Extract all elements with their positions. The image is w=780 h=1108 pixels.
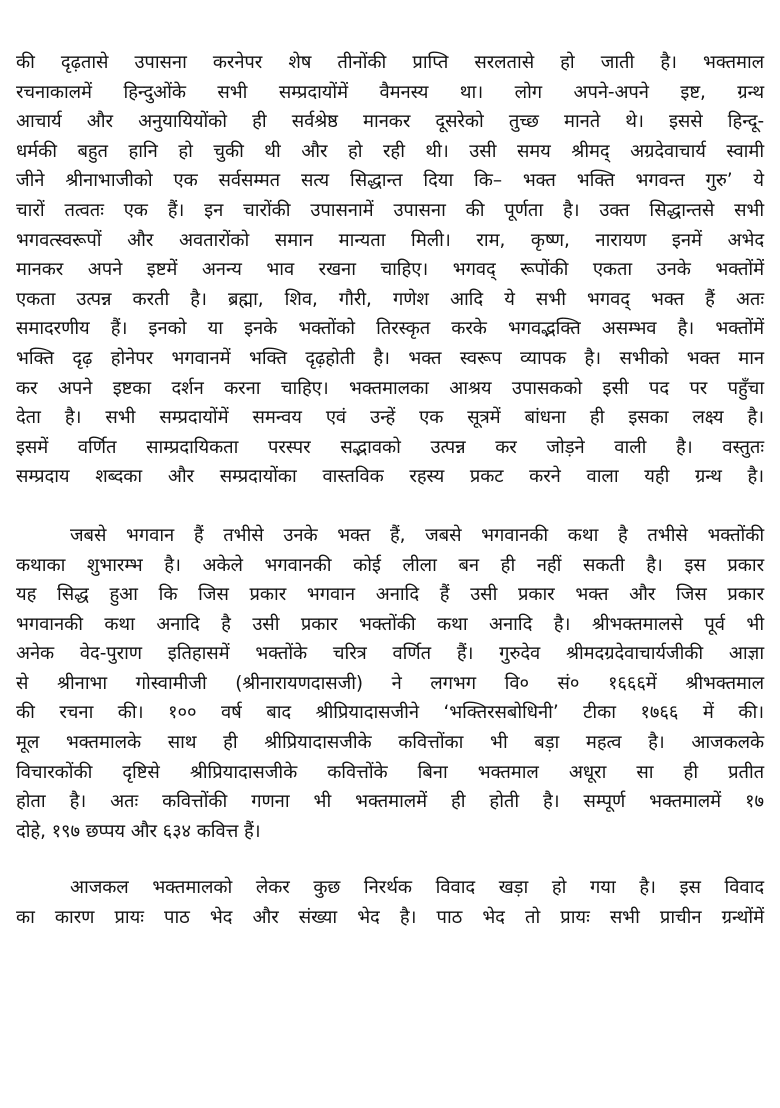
paragraph-controversy (16, 873, 764, 932)
text-line: जबसे भगवान हैं तभीसे उनके भक्त हैं, जबसे भगवानकी कथा है तभीसे भक्तोंकी (70, 524, 764, 546)
text-line: आचार्य और अनुयायियोंको ही सर्वश्रेष्ठ मानकर दूसरेको तुच्छ मानते थे। इससे हिन्दू- (16, 111, 764, 133)
text-line: अनेक वेद-पुराण इतिहासमें भक्तोंके चरित्र वर्णित हैं। गुरुदेव श्रीमदग्रदेवाचार्यजीकी आज्ञा (16, 643, 764, 665)
text-line: चारों तत्वतः एक हैं। इन चारोंकी उपासनामें उपासना की पूर्णता है। उक्त सिद्धान्तसे सभी (16, 199, 764, 221)
text-line: कथाका शुभारम्भ है। अकेले भगवानकी कोई लीला बन ही नहीं सकती है। इस प्रकार (16, 554, 764, 576)
text-line: इसमें वर्णित साम्प्रदायिकता परस्पर सद्भावको उत्पन्न कर जोड़ने वाली है। वस्तुतः (16, 436, 764, 458)
paragraph-spacer (16, 492, 764, 521)
paragraph-sectarian-harmony (16, 48, 764, 492)
paragraph-devotee-history (16, 521, 764, 847)
text-line: से श्रीनाभा गोस्वामीजी (श्रीनारायणदासजी) ने लगभग वि० सं० १६६६में श्रीभक्तमाल (16, 672, 764, 694)
text-line: धर्मकी बहुत हानि हो चुकी थी और हो रही थी। उसी समय श्रीमद् अग्रदेवाचार्य स्वामी (16, 140, 764, 162)
text-line: जीने श्रीनाभाजीको एक सर्वसम्मत सत्य सिद्धान्त दिया कि– भक्त भक्ति भगवन्त गुरु’ ये (16, 170, 764, 192)
text-line: सम्प्रदाय शब्दका और सम्प्रदायोंका वास्तविक रहस्य प्रकट करने वाला यही ग्रन्थ है। (16, 466, 764, 488)
text-line: भगवत्स्वरूपों और अवतारोंको समान मान्यता मिली। राम, कृष्ण, नारायण इनमें अभेद (16, 229, 764, 251)
text-line: आजकल भक्तमालको लेकर कुछ निरर्थक विवाद खड़ा हो गया है। इस विवाद (70, 877, 764, 899)
text-line: कर अपने इष्टका दर्शन करना चाहिए। भक्तमालका आश्रय उपासकको इसी पद पर पहुँचा (16, 377, 764, 399)
paragraph-spacer (16, 846, 764, 873)
text-line: विचारकोंकी दृष्टिसे श्रीप्रियादासजीके कवित्तोंके बिना भक्तमाल अधूरा सा ही प्रतीत (16, 761, 764, 783)
text-line: रचनाकालमें हिन्दुओंके सभी सम्प्रदायोंमें वैमनस्य था। लोग अपने-अपने इष्ट, ग्रन्थ (16, 81, 764, 103)
text-line: का कारण प्रायः पाठ भेद और संख्या भेद है। पाठ भेद तो प्रायः सभी प्राचीन ग्रन्थोंमें (16, 907, 764, 929)
text-line: होता है। अतः कवित्तोंकी गणना भी भक्तमालमें ही होती है। सम्पूर्ण भक्तमालमें १७ (16, 791, 764, 813)
text-line: एकता उत्पन्न करती है। ब्रह्मा, शिव, गौरी, गणेश आदि ये सभी भगवद् भक्त हैं अतः (16, 288, 764, 310)
text-line: यह सिद्ध हुआ कि जिस प्रकार भगवान अनादि हैं उसी प्रकार भक्त और जिस प्रकार (16, 584, 764, 606)
text-line: देता है। सभी सम्प्रदायोंमें समन्वय एवं उन्हें एक सूत्रमें बांधना ही इसका लक्ष्य है। (16, 407, 764, 429)
text-line: भक्ति दृढ़ होनेपर भगवानमें भक्ति दृढ़होती है। भक्त स्वरूप व्यापक है। सभीको भक्त मान (16, 347, 764, 369)
text-line: भगवानकी कथा अनादि है उसी प्रकार भक्तोंकी कथा अनादि है। श्रीभक्तमालसे पूर्व भी (16, 613, 764, 635)
text-line: मानकर अपने इष्टमें अनन्य भाव रखना चाहिए। भगवद् रूपोंकी एकता उनके भक्तोंमें (16, 259, 764, 281)
text-line: की रचना की। १०० वर्ष बाद श्रीप्रियादासजीने ‘भक्तिरसबोधिनी’ टीका १७६६ में की। (16, 702, 764, 724)
text-line: की दृढ़तासे उपासना करनेपर शेष तीनोंकी प्राप्ति सरलतासे हो जाती है। भक्तमाल (16, 52, 764, 73)
text-line: मूल भक्तमालके साथ ही श्रीप्रियादासजीके कवित्तोंका भी बड़ा महत्व है। आजकलके (16, 732, 764, 754)
text-line: समादरणीय हैं। इनको या इनके भक्तोंको तिरस्कृत करके भगवद्भक्ति असम्भव है। भक्तोंमें (16, 318, 764, 340)
text-line: दोहे, १९७ छप्पय और ६३४ कवित्त हैं। (16, 820, 261, 842)
